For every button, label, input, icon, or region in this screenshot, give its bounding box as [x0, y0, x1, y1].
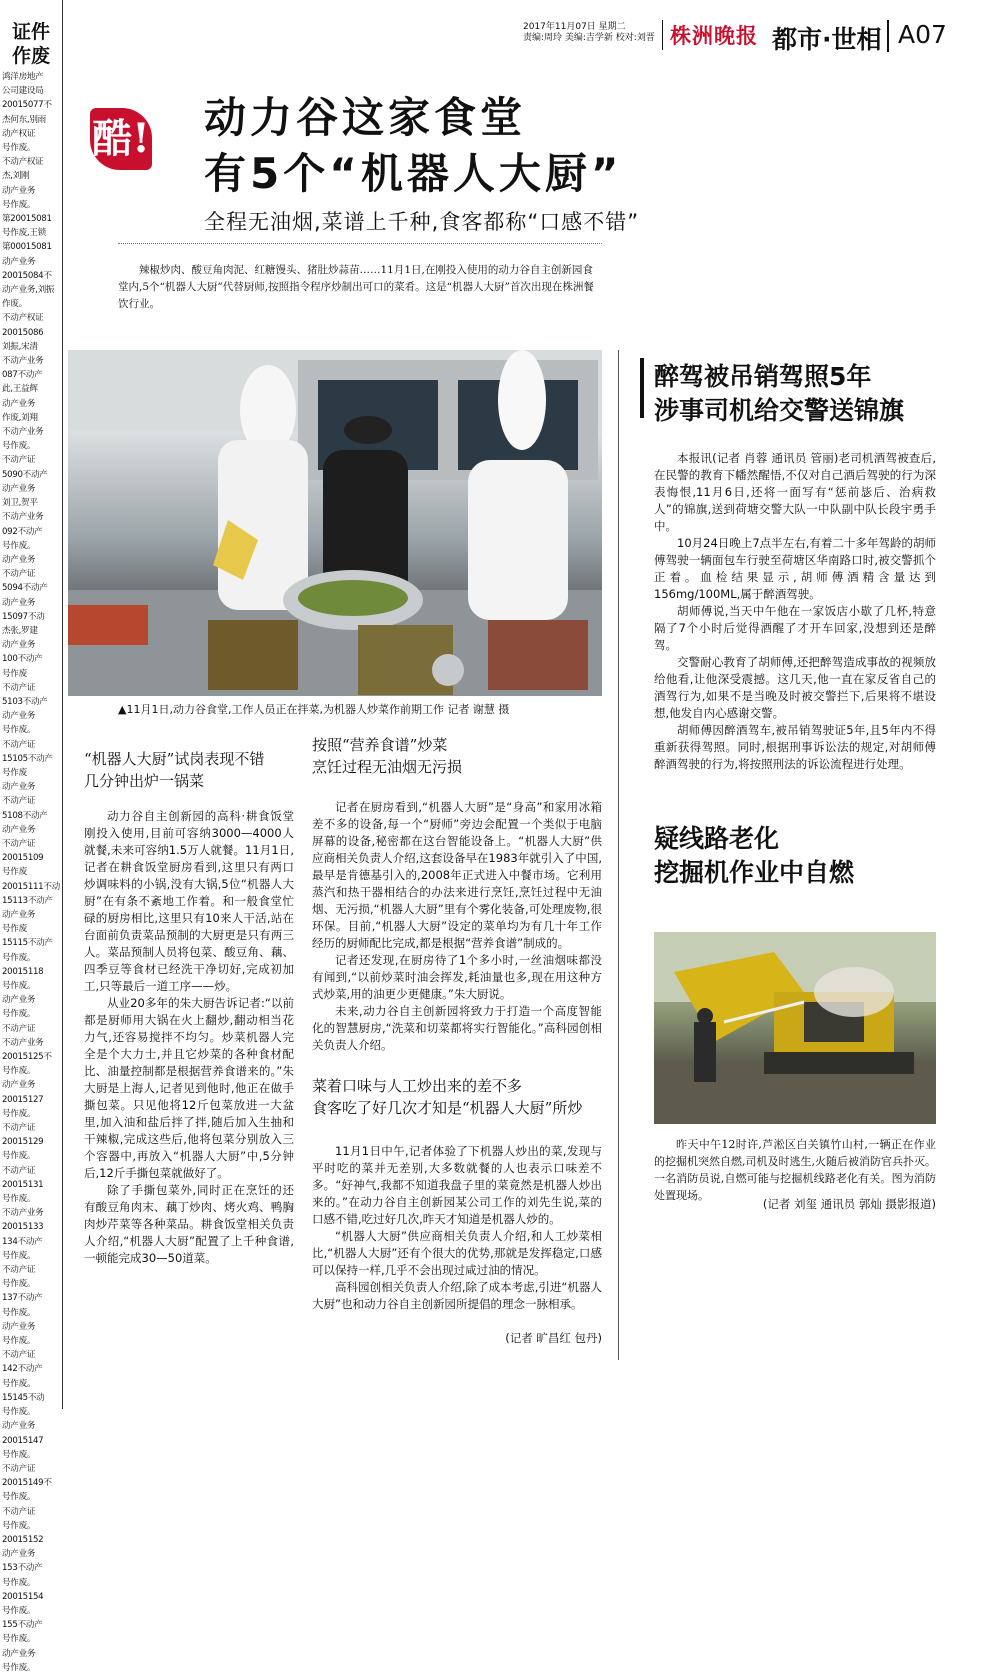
col2-heading2-line1: 菜着口味与人工炒出来的差不多 [312, 1077, 523, 1095]
kitchen-photo-illustration [68, 350, 602, 696]
strip-line: 动产业务 [2, 824, 36, 835]
section-title: 都市·世相 [772, 25, 882, 54]
story2-paragraph: 本报讯(记者 肖蓉 通讯员 管丽)老司机酒驾被查后,在民警的教育下幡然醒悟,不仅对自己酒后驾驶的行为深表悔恨,11月6日,还将一面写有“惩前毖后、治病救人”的锦旗,送到荷塘交警大队一中队副中队长段宇勇手中。 [654, 451, 936, 533]
strip-line: 20015077不 [2, 100, 52, 111]
story2-body [654, 450, 936, 773]
strip-line: 杰张,罗建 [2, 625, 38, 636]
story2-paragraph: 10月24日晚上7点半左右,有着二十多年驾龄的胡师傅驾驶一辆面包车行驶至荷塘区华南路口时,被交警抓个正着。血检结果显示,胡师傅酒精含量达到156mg/100ML,属于醉酒驾驶。 [654, 536, 936, 601]
strip-line: 20015118 [2, 966, 44, 977]
strip-line: 155不动产 [2, 1620, 43, 1631]
strip-line: 号作废。 [2, 952, 36, 963]
strip-line: 号作废。 [2, 1492, 36, 1503]
strip-line: 号作废。 [2, 1336, 36, 1347]
strip-line: 号作废。 [2, 1194, 36, 1205]
strip-line: 5103不动产 [2, 696, 48, 707]
col2-heading1 [312, 734, 602, 778]
strip-line: 号作废,王锁 [2, 228, 46, 239]
strip-line: 20015125不 [2, 1052, 52, 1063]
lead-subheadline: 全程无油烟,菜谱上千种,食客都称“口感不错” [204, 210, 640, 234]
strip-line: 动产业务 [2, 554, 36, 565]
strip-line: 不动产证 [2, 569, 36, 580]
strip-line: 137不动产 [2, 1293, 43, 1304]
strip-line: 不动产证 [2, 1023, 36, 1034]
strip-line: 号作废。 [2, 1605, 36, 1616]
strip-line: 不动产业务 [2, 1208, 44, 1219]
lead-byline: (记者 旷昌红 包丹) [505, 1331, 602, 1345]
story3-byline: (记者 刘玺 通讯员 郭灿 摄影报道) [762, 1197, 936, 1211]
strip-line: 不动产证 [2, 682, 36, 693]
strip-line: 153不动产 [2, 1563, 43, 1574]
strip-line: 动产权证 [2, 128, 36, 139]
strip-line: 不动产证 [2, 838, 36, 849]
story2-headline-line2: 涉事司机给交警送锦旗 [654, 396, 905, 425]
strip-line: 第20015081 [2, 214, 52, 225]
masthead-divider [662, 20, 663, 50]
col1-body [84, 808, 294, 1267]
col2-paragraph: 未来,动力谷自主创新园将致力于打造一个高度智能化的智慧厨房,“洗菜和切菜都将实行智能化。”高科园创相关负责人介绍。 [312, 1004, 602, 1052]
col2-paragraph: 高科园创相关负责人介绍,除了成本考虑,引进“机器人大厨”也和动力谷自主创新园所提倡的理念一脉相承。 [312, 1280, 602, 1311]
strip-line: 号作废。 [2, 1449, 36, 1460]
strip-line: 号作废。 [2, 1151, 36, 1162]
story3-headline-line1: 疑线路老化 [654, 824, 780, 853]
strip-line: 20015084不 [2, 270, 52, 281]
strip-title: 证件 作废 [11, 21, 50, 67]
strip-line: 号作废。 [2, 1009, 36, 1020]
lead-headline-line1: 动力谷这家食堂 [204, 93, 527, 142]
strip-line: 杰何东,别雨 [2, 114, 46, 125]
editor-credits: 责编:周玲 美编:吉学新 校对:刘晋 [523, 33, 655, 43]
strip-line: 动产业务 [2, 1321, 36, 1332]
strip-line: 动产业务 [2, 640, 36, 651]
story2-marker [640, 358, 644, 418]
strip-line: 动产业务 [2, 995, 36, 1006]
strip-line: 100不动产 [2, 654, 43, 665]
strip-line: 5094不动产 [2, 583, 48, 594]
strip-line: 杰,刘刚 [2, 171, 30, 182]
excavator-fire-photo [654, 932, 936, 1124]
strip-line: 134不动产 [2, 1236, 43, 1247]
strip-line: 不动产证 [2, 796, 36, 807]
strip-line: 不动产证 [2, 1350, 36, 1361]
strip-line: 不动产证 [2, 1165, 36, 1176]
col1-paragraph: 动力谷自主创新园的高科·耕食饭堂刚投入使用,目前可容纳3000—4000人就餐,未来可容纳1.5万人就餐。11月1日,记者在耕食饭堂厨房看到,这里只有两口炒调味料的小锅,没有大锅,5位“机器人大厨”在有条不紊地工作着。和一般食堂忙碌的厨房相比,这里只有10来人干活,站在台面前负责菜品预制的大厨更是只有两三人。菜品预制人员将包菜、酸豆角、藕、四季豆等食材已经洗干净切好,完成初加工,只等最后一道工序——炒。 [84, 809, 294, 993]
strip-line: 不动产证 [2, 1265, 36, 1276]
strip-line: 20015111不动 [2, 881, 60, 892]
strip-line: 公司建设局 [2, 86, 44, 97]
strip-line: 号作废。 [2, 1279, 36, 1290]
story3-caption: 昨天中午12时许,芦淞区白关镇竹山村,一辆正在作业的挖掘机突然自燃,司机及时逃生,火随后被消防官兵扑灭。一名消防员说,自燃可能与挖掘机线路老化有关。图为消防处置现场。 [654, 1138, 936, 1202]
strip-line: 号作废 [2, 924, 27, 935]
col2-heading2-line2: 食客吃了好几次才知是“机器人大厨”所炒 [312, 1099, 583, 1117]
strip-line: 号作废。 [2, 1520, 36, 1531]
strip-line: 动产业务 [2, 1421, 36, 1432]
col1-paragraph: 从业20多年的朱大厨告诉记者:“以前都是厨师用大锅在火上翻炒,翻动相当花力气,还容易搅拌不均匀。炒菜机器人完全是个大力士,并且它炒菜的各种食材配比、油量控制都是根据营养食谱来的。”朱大厨是上海人,记者见到他时,他正在做手撕包菜。只见他将12斤包菜放进一大盆里,加入油和盐后拌了拌,随后加入生抽和干辣椒,完成这些后,他将包菜分别放入三个容器中,再放入“机器人大厨”中,5分钟后,12斤手撕包菜就做好了。 [84, 996, 294, 1180]
strip-line: 号作废。 [2, 199, 36, 210]
story2-headline [654, 360, 954, 428]
masthead-meta [523, 22, 663, 44]
col2-heading2 [312, 1075, 612, 1119]
strip-line: 号作废。 [2, 1634, 36, 1645]
strip-line: 号作废。 [2, 725, 36, 736]
strip-line: 20015154 [2, 1591, 44, 1602]
strip-lines [0, 70, 62, 1675]
strip-line: 动产业务 [2, 782, 36, 793]
strip-line: 号作废。 [2, 1108, 36, 1119]
strip-line: 号作废。 [2, 1577, 36, 1588]
strip-line: 5090不动产 [2, 469, 48, 480]
strip-line: 087不动产 [2, 370, 43, 381]
strip-line: 作废。 [2, 299, 27, 310]
strip-line: 20015133 [2, 1222, 44, 1233]
strip-line: 号作废。 [2, 143, 36, 154]
story2-headline-line1: 醉驾被吊销驾照5年 [654, 362, 872, 391]
strip-line: 此,王益辉 [2, 384, 38, 395]
strip-line: 15113不动产 [2, 895, 53, 906]
strip-line: 号作废。 [2, 1250, 36, 1261]
strip-line: 20015149不 [2, 1478, 52, 1489]
strip-line: 142不动产 [2, 1364, 43, 1375]
strip-line: 动产业务 [2, 1549, 36, 1560]
left-notice-strip [0, 0, 63, 1673]
strip-line: 号作废 [2, 668, 27, 679]
strip-line: 不动产业务 [2, 512, 44, 523]
strip-line: 刘振,宋清 [2, 341, 38, 352]
strip-line: 号作废。 [2, 1407, 36, 1418]
lead-headline-line2: 有5个“机器人大厨” [204, 149, 623, 198]
excavator-fire-illustration [654, 932, 936, 1124]
strip-line: 不动产证 [2, 1123, 36, 1134]
strip-line: 第00015081 [2, 242, 52, 253]
strip-line: 不动产证 [2, 1506, 36, 1517]
strip-line: 动产业务 [2, 256, 36, 267]
strip-line: 不动产证 [2, 739, 36, 750]
lead-paragraph: 辣椒炒肉、酸豆角肉泥、红糖馒头、猪肚炒蒜苗……11月1日,在刚投入使用的动力谷自主创新园食堂内,5个“机器人大厨”代替厨师,按照指令程序炒制出可口的菜肴。这是“机器人大厨”首次出现在株洲餐饮行业。 [118, 264, 594, 310]
strip-line: 不动产业务 [2, 427, 44, 438]
photo-caption: ▲11月1日,动力谷食堂,工作人员正在拌菜,为机器人炒菜作前期工作 记者 谢慧 摄 [118, 703, 510, 716]
col2-paragraph: 记者在厨房看到,“机器人大厨”是“身高”和家用冰箱差不多的设备,每一个“厨师”旁边会配置一个类似于电脑屏幕的设备,秘密都在这台智能设备上。“机器人大厨”供应商相关负责人介绍,这套设备早在1983年就引入了中国,最早是肯德基引入的,2008年正式进入中餐市场。它利用蒸汽和热干器相结合的办法来进行烹饪,烹饪过程中无油烟、无污损,“机器人大厨”里有个雾化装备,可处理废物,很环保。目前,“机器人大厨”设定的菜单均为有几十年工作经历的厨师配比完成,都是根据“营养食谱”制成的。 [312, 800, 602, 950]
lead-top-rule [118, 243, 602, 245]
strip-line: 20015086 [2, 327, 44, 338]
story2-paragraph: 胡师傅说,当天中午他在一家饭店小歇了几杯,特意隔了7个小时后觉得酒醒了才开车回家,没想到还是醉驾。 [654, 604, 936, 652]
strip-line: 20015109 [2, 853, 44, 864]
strip-line: 不动产权证 [2, 157, 44, 168]
newspaper-brand: 株洲晚报 [670, 23, 758, 48]
issue-date: 2017年11月07日 星期二 [523, 22, 626, 32]
right-column-divider [618, 350, 619, 1360]
story3-headline-line2: 挖掘机作业中自燃 [654, 858, 855, 887]
page-number: A07 [898, 20, 947, 49]
strip-line: 号作废。 [2, 1662, 36, 1673]
strip-line: 号作废。 [2, 1066, 36, 1077]
strip-line: 动产业务 [2, 909, 36, 920]
strip-line: 动产业务 [2, 1080, 36, 1091]
col2-paragraph: “机器人大厨”供应商相关负责人介绍,和人工炒菜相比,“机器人大厨”还有个很大的优势,那就是发挥稳定,口感可以保持一样,几乎不会出现过咸过油的情况。 [312, 1229, 602, 1277]
strip-line: 20015152 [2, 1534, 44, 1545]
strip-line: 号作废。 [2, 1307, 36, 1318]
strip-line: 动产业务,刘振 [2, 285, 55, 296]
strip-line: 动产业务 [2, 398, 36, 409]
strip-line: 不动产证 [2, 455, 36, 466]
strip-line: 号作废 [2, 867, 27, 878]
strip-line: 作废,刘翔 [2, 412, 38, 423]
strip-line: 动产业务 [2, 185, 36, 196]
page-divider [887, 20, 889, 52]
strip-line: 20015129 [2, 1137, 44, 1148]
strip-line: 号作废。 [2, 1378, 36, 1389]
col1-heading-line1: “机器人大厨”试岗表现不错 [84, 750, 265, 768]
strip-line: 鸿洋房地产 [2, 72, 44, 82]
strip-line: 不动产业务 [2, 1037, 44, 1048]
story2-paragraph: 交警耐心教育了胡师傅,还把醉驾造成事故的视频放给他看,让他深受震撼。这几天,他一直在家反省自己的酒驾行为,如果不是当晚及时被交警拦下,后果将不堪设想,他发自内心感谢交警。 [654, 655, 936, 720]
col2-paragraph: 记者还发现,在厨房待了1个多小时,一丝油烟味都没有闻到,“以前炒菜时油会挥发,耗油量也多,现在用这种方式炒菜,用的油更少更健康。”朱大厨说。 [312, 953, 602, 1001]
strip-line: 15115不动产 [2, 938, 53, 949]
strip-line: 号作废。 [2, 981, 36, 991]
strip-line: 动产业务 [2, 483, 36, 494]
col2-paragraph: 11月1日中午,记者体验了下机器人炒出的菜,发现与平时吃的菜并无差别,大多数就餐的人也表示口味差不多。“好神气,我都不知道我盘子里的菜竟然是机器人炒出来的。”在动力谷自主创新园某公司工作的刘先生说,菜的口感不错,吃过好几次,昨天才知道是机器人炒的。 [312, 1144, 602, 1226]
col2-body1 [312, 799, 602, 1054]
strip-line: 号作废。 [2, 441, 36, 452]
strip-line: 15097不动 [2, 611, 45, 622]
col1-heading [84, 748, 294, 792]
strip-line: 不动产业务 [2, 356, 44, 367]
strip-line: 刘卫,贺平 [2, 498, 38, 509]
strip-line: 5108不动产 [2, 810, 48, 821]
story2-paragraph: 胡师傅因醉酒驾车,被吊销驾驶证5年,且5年内不得重新获得驾照。同时,根据刑事诉讼法的规定,对胡师傅醉酒驾驶的行为,将按照刑法的诉讼流程进行处理。 [654, 723, 936, 771]
strip-line: 动产业务 [2, 711, 36, 722]
strip-line: 号作废。 [2, 540, 36, 551]
strip-line: 092不动产 [2, 526, 43, 537]
strip-line: 动产业务 [2, 1648, 36, 1659]
cool-badge: 酷! [90, 108, 152, 170]
col1-paragraph: 除了手撕包菜外,同时正在烹饪的还有酸豆角肉末、藕丁炒肉、烤火鸡、鸭胸肉炒芹菜等各种菜品。耕食饭堂相关负责人介绍,“机器人大厨”配置了上千种食谱,一顿能完成30—50道菜。 [84, 1183, 294, 1265]
kitchen-photo [68, 350, 602, 696]
col1-heading-line2: 几分钟出炉一锅菜 [84, 772, 205, 790]
strip-line: 动产业务 [2, 597, 36, 608]
strip-line: 不动产证 [2, 1463, 36, 1474]
col2-heading1-line2: 烹饪过程无油烟无污损 [312, 758, 463, 776]
strip-line: 15145不动 [2, 1392, 45, 1403]
strip-line: 15105不动产 [2, 753, 53, 764]
story3-headline [654, 822, 954, 890]
col2-heading1-line1: 按照“营养食谱”炒菜 [312, 736, 448, 754]
col2-body2 [312, 1143, 602, 1313]
strip-line: 20015147 [2, 1435, 44, 1446]
strip-line: 不动产权证 [2, 313, 44, 324]
strip-line: 20015131 [2, 1179, 44, 1190]
strip-line: 20015127 [2, 1094, 44, 1105]
strip-line: 号作废 [2, 767, 27, 778]
